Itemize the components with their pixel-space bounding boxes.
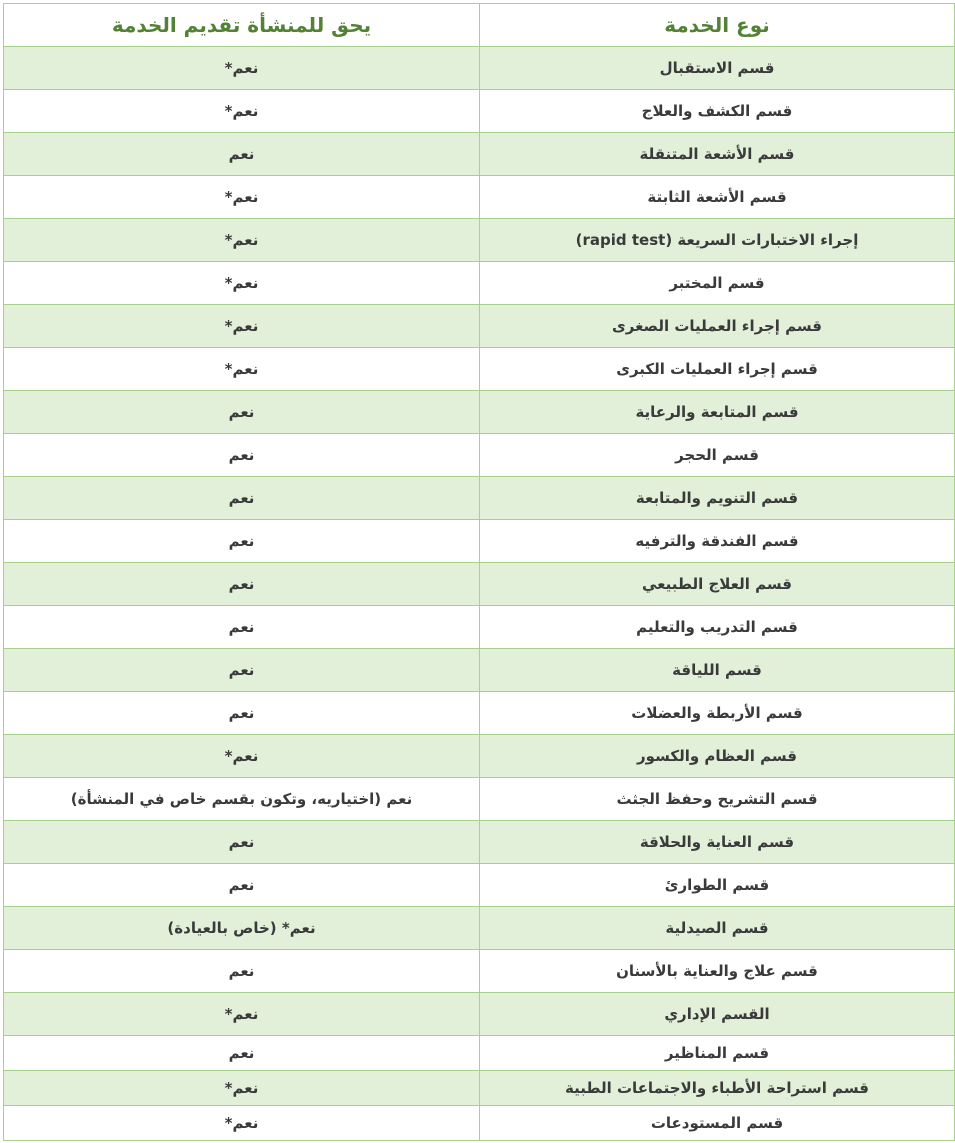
- allowed-cell: نعم: [4, 133, 480, 176]
- service-cell: قسم اللياقة: [480, 649, 955, 692]
- allowed-cell: نعم*: [4, 305, 480, 348]
- table-row: [4, 649, 955, 692]
- allowed-cell: نعم*: [4, 262, 480, 305]
- service-cell: قسم استراحة الأطباء والاجتماعات الطبية: [480, 1071, 955, 1106]
- allowed-cell: نعم: [4, 692, 480, 735]
- allowed-cell: نعم: [4, 864, 480, 907]
- table-row: [4, 1106, 955, 1141]
- service-cell: قسم التدريب والتعليم: [480, 606, 955, 649]
- allowed-cell: نعم*: [4, 219, 480, 262]
- service-cell: قسم إجراء العمليات الصغرى: [480, 305, 955, 348]
- table-row: [4, 305, 955, 348]
- table-row: [4, 950, 955, 993]
- table-row: [4, 520, 955, 563]
- service-cell: قسم الطوارئ: [480, 864, 955, 907]
- allowed-cell: نعم (اختياريه، وتكون بقسم خاص في المنشأة): [4, 778, 480, 821]
- table-row: [4, 176, 955, 219]
- allowed-cell: نعم: [4, 563, 480, 606]
- service-cell: قسم الحجر: [480, 434, 955, 477]
- allowed-cell: نعم: [4, 434, 480, 477]
- allowed-cell: نعم: [4, 520, 480, 563]
- table-row: [4, 907, 955, 950]
- service-cell: قسم التنويم والمتابعة: [480, 477, 955, 520]
- table-row: [4, 133, 955, 176]
- table-row: [4, 1071, 955, 1106]
- table-row: [4, 348, 955, 391]
- service-cell: قسم الأربطة والعضلات: [480, 692, 955, 735]
- allowed-cell: نعم*: [4, 993, 480, 1036]
- table-row: [4, 821, 955, 864]
- allowed-cell: نعم*: [4, 47, 480, 90]
- allowed-cell: نعم* (خاص بالعيادة): [4, 907, 480, 950]
- service-cell: القسم الإداري: [480, 993, 955, 1036]
- table-row: [4, 391, 955, 434]
- allowed-cell: نعم*: [4, 1106, 480, 1141]
- service-cell: قسم المختبر: [480, 262, 955, 305]
- allowed-cell: نعم: [4, 950, 480, 993]
- table-row: [4, 606, 955, 649]
- allowed-cell: نعم*: [4, 90, 480, 133]
- header-allowed: يحق للمنشأة تقديم الخدمة: [4, 4, 480, 47]
- service-cell: إجراء الاختبارات السريعة (rapid test): [480, 219, 955, 262]
- service-cell: قسم إجراء العمليات الكبرى: [480, 348, 955, 391]
- table-row: [4, 219, 955, 262]
- table-row: [4, 563, 955, 606]
- service-cell: قسم الفندقة والترفيه: [480, 520, 955, 563]
- service-cell: قسم الكشف والعلاج: [480, 90, 955, 133]
- service-cell: قسم الأشعة الثابتة: [480, 176, 955, 219]
- service-cell: قسم المستودعات: [480, 1106, 955, 1141]
- service-cell: قسم الاستقبال: [480, 47, 955, 90]
- service-cell: قسم علاج والعناية بالأسنان: [480, 950, 955, 993]
- allowed-cell: نعم: [4, 391, 480, 434]
- table-body: [4, 47, 955, 1141]
- table-row: [4, 434, 955, 477]
- table-row: [4, 778, 955, 821]
- service-cell: قسم المناظير: [480, 1036, 955, 1071]
- table-row: [4, 262, 955, 305]
- allowed-cell: نعم*: [4, 348, 480, 391]
- allowed-cell: نعم: [4, 477, 480, 520]
- allowed-cell: نعم: [4, 1036, 480, 1071]
- table-row: [4, 993, 955, 1036]
- table-row: [4, 1036, 955, 1071]
- service-cell: قسم العناية والحلاقة: [480, 821, 955, 864]
- header-service-type: نوع الخدمة: [480, 4, 955, 47]
- allowed-cell: نعم*: [4, 735, 480, 778]
- service-cell: قسم الأشعة المتنقلة: [480, 133, 955, 176]
- allowed-cell: نعم: [4, 606, 480, 649]
- service-cell: قسم الصيدلية: [480, 907, 955, 950]
- table-row: [4, 47, 955, 90]
- service-cell: قسم العلاج الطبيعي: [480, 563, 955, 606]
- allowed-cell: نعم*: [4, 1071, 480, 1106]
- service-cell: قسم العظام والكسور: [480, 735, 955, 778]
- service-cell: قسم المتابعة والرعاية: [480, 391, 955, 434]
- table-row: [4, 692, 955, 735]
- table-row: [4, 90, 955, 133]
- allowed-cell: نعم: [4, 821, 480, 864]
- services-table: [3, 3, 955, 1141]
- table-row: [4, 735, 955, 778]
- allowed-cell: نعم*: [4, 176, 480, 219]
- header-row: [4, 4, 955, 47]
- table-row: [4, 864, 955, 907]
- table-row: [4, 477, 955, 520]
- service-cell: قسم التشريح وحفظ الجثث: [480, 778, 955, 821]
- allowed-cell: نعم: [4, 649, 480, 692]
